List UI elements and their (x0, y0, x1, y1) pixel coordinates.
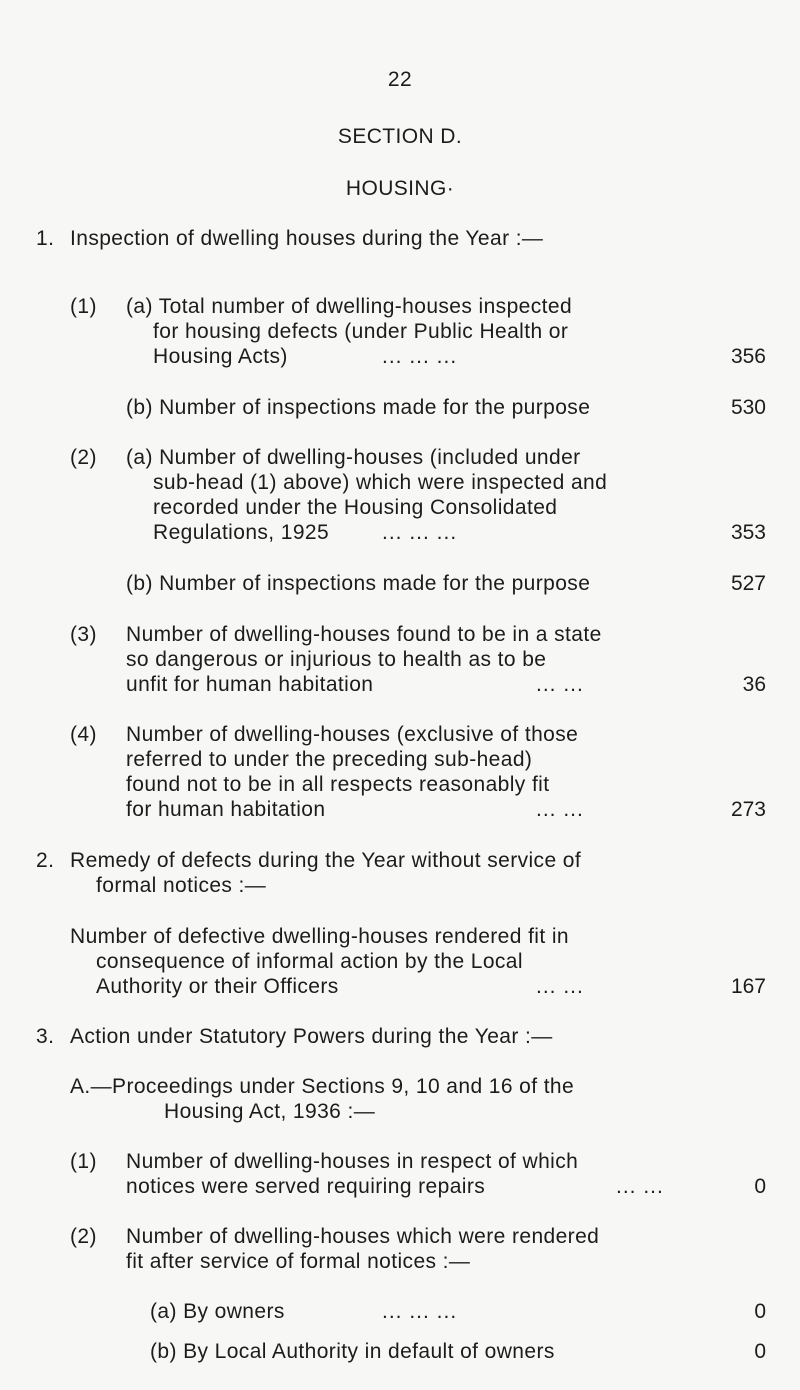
item-3a-1-line-1: Number of dwelling-houses in respect of which (126, 1150, 579, 1173)
item-3a-2b-line: (b) By Local Authority in default of owners (150, 1340, 555, 1363)
item-1-2a-value: 353 (730, 521, 766, 544)
section-heading: HOUSING· (345, 177, 455, 200)
item-1-4-line-1: Number of dwelling-houses (exclusive of those (126, 723, 579, 746)
item-1-1b-line: (b) Number of inspections made for the purpose (126, 396, 591, 419)
item-1-2a-line-1: (a) Number of dwelling-houses (included under (126, 446, 581, 469)
item-3a-2-label: (2) (70, 1225, 97, 1248)
item-1-3-label: (3) (70, 623, 97, 646)
section-2-line-3: Authority or their Officers (96, 975, 339, 998)
item-1-3-line-2: so dangerous or injurious to health as to be (126, 648, 547, 671)
section-1-number: 1. (36, 227, 55, 250)
page-number: 22 (387, 68, 413, 91)
item-1-2a-line-4: Regulations, 1925 (153, 521, 330, 544)
section-2-title-line-1: Remedy of defects during the Year without service of (70, 849, 582, 872)
section-title: SECTION D. (337, 125, 463, 148)
item-3a-1-line-2: notices were served requiring repairs (126, 1175, 486, 1198)
item-1-4-line-2: referred to under the preceding sub-head) (126, 748, 533, 771)
item-3a-2-line-2: fit after service of formal notices :— (126, 1250, 471, 1273)
item-1-3-value: 36 (742, 673, 766, 696)
leader-dots: ... ... (536, 673, 584, 696)
item-3a-2a-line: (a) By owners (150, 1300, 285, 1323)
item-1-1-label: (1) (70, 295, 97, 318)
item-3a-2a-value: 0 (754, 1300, 766, 1323)
item-1-2b-value: 527 (730, 572, 766, 595)
section-2-line-1: Number of defective dwelling-houses rendered fit in (70, 925, 569, 948)
leader-dots: ... ... ... (382, 1300, 458, 1323)
section-2-number: 2. (36, 849, 55, 872)
item-1-1a-line-1: (a) Total number of dwelling-houses inspected (126, 295, 573, 318)
item-3b-1-value (36, 1366, 37, 1390)
item-1-3-line-1: Number of dwelling-houses found to be in a state (126, 623, 602, 646)
item-1-1a-value: 356 (730, 345, 766, 368)
item-1-4-line-4: for human habitation (126, 798, 326, 821)
section-2-value: 167 (730, 975, 766, 998)
leader-dots: ... ... (616, 1175, 664, 1198)
section-3-number: 3. (36, 1025, 55, 1048)
item-1-1b-value: 530 (730, 396, 766, 419)
leader-dots: ... ... ... (382, 345, 458, 368)
item-1-4-line-3: found not to be in all respects reasonably fit (126, 773, 550, 796)
item-3a-2-line-1: Number of dwelling-houses which were rendered (126, 1225, 600, 1248)
item-1-2a-line-2: sub-head (1) above) which were inspected and (153, 471, 608, 494)
leader-dots: ... ... (536, 975, 584, 998)
leader-dots: ... ... ... (382, 521, 458, 544)
item-1-4-label: (4) (70, 723, 97, 746)
section-3a-title-line-2: Housing Act, 1936 :— (164, 1100, 376, 1123)
item-3a-1-label: (1) (70, 1150, 97, 1173)
leader-dots: ... ... (536, 798, 584, 821)
item-1-2-label: (2) (70, 446, 97, 469)
section-2-title-line-2: formal notices :— (96, 874, 267, 897)
section-1-title: Inspection of dwelling houses during the Year :— (70, 227, 544, 250)
item-1-2b-line: (b) Number of inspections made for the purpose (126, 572, 591, 595)
item-3a-2b-value: 0 (754, 1340, 766, 1363)
leader-dots (36, 1366, 46, 1390)
item-1-4-value: 273 (730, 798, 766, 821)
item-1-1a-line-2: for housing defects (under Public Health or (153, 320, 569, 343)
item-1-2a-line-3: recorded under the Housing Consolidated (153, 496, 558, 519)
item-3a-1-value: 0 (754, 1175, 766, 1198)
section-3-title: Action under Statutory Powers during the Year :— (70, 1025, 553, 1048)
section-3a-title-line-1: A.—Proceedings under Sections 9, 10 and 16 of the (70, 1075, 575, 1098)
item-1-1a-line-3: Housing Acts) (153, 345, 288, 368)
section-2-line-2: consequence of informal action by the Local (96, 950, 523, 973)
item-1-3-line-3: unfit for human habitation (126, 673, 374, 696)
